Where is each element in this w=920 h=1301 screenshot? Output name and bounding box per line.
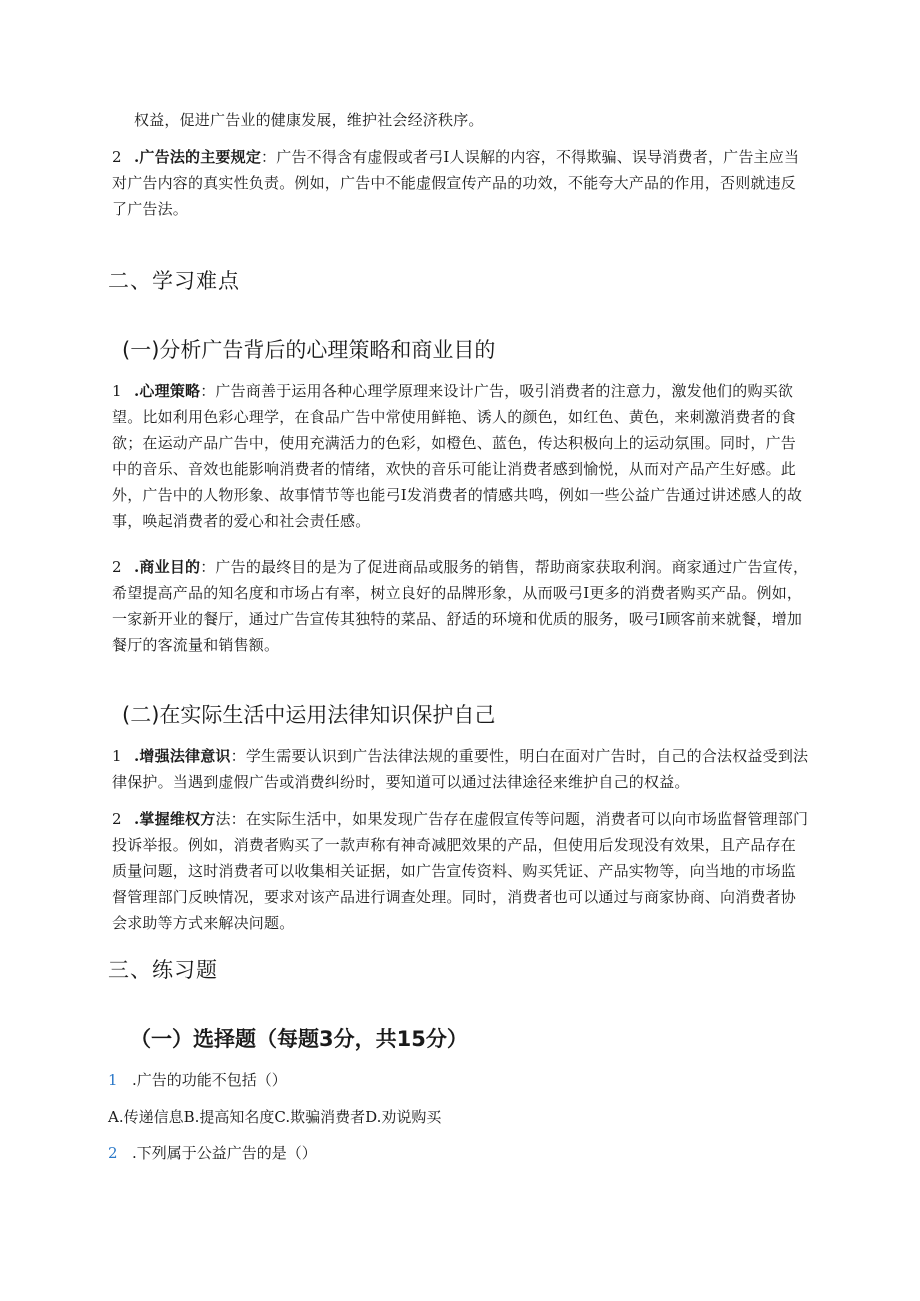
section-heading-exercises: 三、练习题 [108, 958, 218, 982]
rights-method-item [112, 806, 810, 936]
subsection-heading-multiple-choice: （一）选择题（每题3分，共15分） [130, 1027, 468, 1051]
item-lead: .心理策略 [134, 382, 201, 400]
section-heading-difficulties: 二、学习难点 [108, 269, 240, 293]
question-number: 2 [108, 1144, 118, 1162]
item-lead: .增强法律意识 [134, 747, 231, 765]
item-text: ：广告商善于运用各种心理学原理来设计广告，吸引消费者的注意力，激发他们的购买欲望。比如利用色彩心理学，在食品广告中常使用鲜艳、诱人的颜色，如红色、黄色，来刺激消费者的食欲；在运动产品广告中，使用充满活力的色彩，如橙色、蓝色，传达积极向上的运动氛围。同时，广告中的音乐、音效也能影响消费者的情绪，欢快的音乐可能让消费者感到愉悦，从而对产品产生好感。此外，广告中的人物形象、故事情节等也能弓I发消费者的情感共鸣，例如一些公益广告通过讲述感人的故事，唤起消费者的爱心和社会责任感。 [112, 382, 803, 530]
item-text: ：学生需要认识到广告法律法规的重要性，明白在面对广告时，自己的合法权益受到法律保护。当遇到虚假广告或消费纠纷时，要知道可以通过法律途径来维护自己的权益。 [112, 747, 809, 791]
item-number: 1 [112, 382, 122, 400]
item-text: ：广告不得含有虚假或者弓I人误解的内容，不得欺骗、误导消费者，广告主应当对广告内容的真实性负责。例如，广告中不能虚假宣传产品的功效，不能夸大产品的作用，否则就违反了广告法。 [112, 148, 800, 218]
question-1 [108, 1068, 287, 1092]
question-2 [108, 1141, 317, 1165]
item-lead: .广告法的主要规定 [134, 148, 262, 166]
item-lead: .掌握维权方 [134, 810, 216, 828]
item-number: 2 [112, 558, 122, 576]
item-number: 1 [112, 747, 122, 765]
item-lead: .商业目的 [134, 558, 201, 576]
law-item [112, 144, 810, 222]
item-number: 2 [112, 148, 122, 166]
item-text: 法：在实际生活中，如果发现广告存在虚假宣传等问题，消费者可以向市场监督管理部门投诉举报。例如，消费者购买了一款声称有神奇减肥效果的产品，但使用后发现没有效果，且产品存在质量问题，这时消费者可以收集相关证据，如广告宣传资料、购买凭证、产品实物等，向当地的市场监督管理部门反映情况，要求对该产品进行调查处理。同时，消费者也可以通过与商家协商、向消费者协会求助等方式来解决问题。 [112, 810, 809, 932]
law-awareness-item [112, 743, 810, 795]
question-text: .广告的功能不包括（） [132, 1071, 287, 1089]
question-number: 1 [108, 1071, 118, 1089]
question-text: .下列属于公益广告的是（） [132, 1144, 317, 1162]
question-1-options: A.传递信息B.提高知名度C.欺骗消费者D.劝说购买 [108, 1108, 442, 1126]
item-number: 2 [112, 810, 122, 828]
item-text: ：广告的最终目的是为了促进商品或服务的销售，帮助商家获取利润。商家通过广告宣传，希望提高产品的知名度和市场占有率，树立良好的品牌形象，从而吸弓I更多的消费者购买产品。例如，一家新开业的餐厅，通过广告宣传其独特的菜品、舒适的环境和优质的服务，吸弓I顾客前来就餐，增加餐厅的客流量和销售额。 [112, 558, 809, 654]
intro-continuation: 权益，促进广告业的健康发展，维护社会经济秩序。 [134, 111, 484, 129]
business-item [112, 554, 810, 658]
psychology-item [112, 378, 810, 534]
subsection-heading-law-protection: (二)在实际生活中运用法律知识保护自己 [122, 703, 496, 727]
subsection-heading-psychology: (一)分析广告背后的心理策略和商业目的 [122, 338, 496, 362]
